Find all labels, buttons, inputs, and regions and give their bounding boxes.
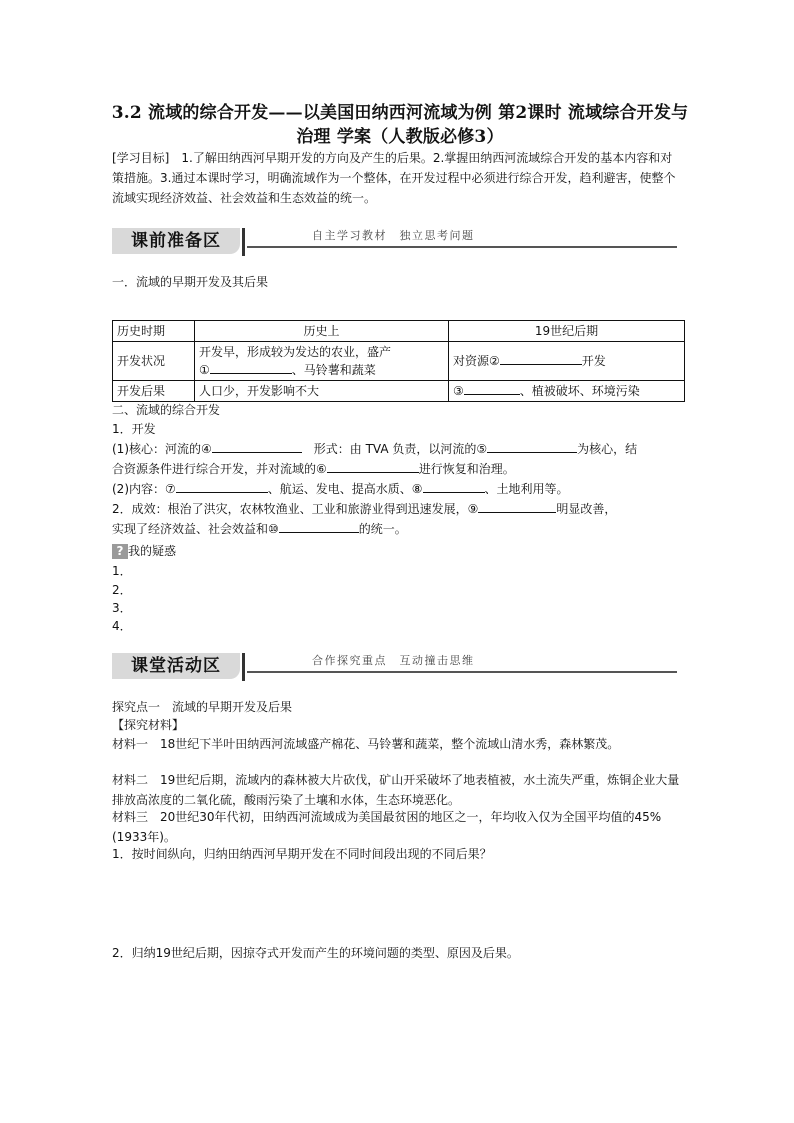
answer-blank[interactable] <box>464 382 520 395</box>
doubts-heading <box>112 541 687 561</box>
table-cell-text: ① <box>199 363 210 377</box>
answer-blank[interactable] <box>478 500 556 513</box>
banner-inclass-label: 课堂活动区 <box>112 653 240 679</box>
answer-blank[interactable] <box>423 480 485 493</box>
learning-goals: [学习目标] 1.了解田纳西河早期开发的方向及产生的后果。2.掌握田纳西河流域综合开发的基本内容和对策措施。3.通过本课时学习，明确流域作为一个整体，在开发过程中必须进行综合开发，趋利避害，使整个流域实现经济效益、社会效益和生态效益的统一。 <box>112 151 676 205</box>
answer-blank[interactable] <box>327 460 419 473</box>
result-line <box>112 499 687 519</box>
text: 形式：由 TVA 负责，以河流的⑤ <box>313 442 488 456</box>
banner-preclass-rule <box>247 246 677 248</box>
doubt-item: 4． <box>112 619 132 633</box>
banner-preclass <box>112 228 677 258</box>
question-2: 2．归纳19世纪后期，因掠夺式开发而产生的环境问题的类型、原因及后果。 <box>112 946 519 960</box>
material-1: 材料一 18世纪下半叶田纳西河流域盛产棉花、马铃薯和蔬菜，整个流域山清水秀，森林繁茂。 <box>112 737 620 751</box>
section2-item1: 1．开发 <box>112 422 156 436</box>
text: 为核心，结 <box>577 442 638 456</box>
table-cell <box>449 381 685 402</box>
answer-blank[interactable] <box>500 352 582 365</box>
table-cell-text: ③ <box>453 384 464 398</box>
result-line-2 <box>112 519 687 539</box>
explore-heading: 探究点一 流域的早期开发及后果 <box>112 700 293 714</box>
text: 明显改善， <box>556 502 617 516</box>
doubt-item: 3． <box>112 601 132 615</box>
table-row <box>113 381 685 402</box>
table-head-cell: 历史上 <box>195 321 449 342</box>
banner-inclass-rule <box>247 671 677 673</box>
table-row <box>113 342 685 381</box>
section2-heading: 二、流域的综合开发 <box>112 403 221 417</box>
history-table <box>112 320 685 402</box>
banner-inclass-motto: 合作探究重点 互动撞击思维 <box>312 654 475 667</box>
table-row-label: 开发状况 <box>113 342 195 381</box>
answer-blank[interactable] <box>487 440 577 453</box>
banner-preclass-motto: 自主学习教材 独立思考问题 <box>312 229 475 242</box>
doubt-item: 1． <box>112 564 132 578</box>
text: 实现了经济效益、社会效益和⑩ <box>112 522 279 536</box>
doubt-item: 2． <box>112 583 132 597</box>
table-cell-text: 开发 <box>581 354 606 368</box>
doubts-label: 我的疑惑 <box>128 544 177 558</box>
answer-blank[interactable] <box>279 520 359 533</box>
question-icon: ? <box>112 544 128 559</box>
answer-blank[interactable] <box>176 480 268 493</box>
table-row <box>113 321 685 342</box>
material-3: 材料三 20世纪30年代初，田纳西河流域成为美国最贫困的地区之一，年均收入仅为全国平均值的45%(1933年)。 <box>112 810 662 844</box>
text: 2．成效：根治了洪灾，农林牧渔业、工业和旅游业得到迅速发展，⑨ <box>112 502 479 516</box>
material-heading: 【探究材料】 <box>112 718 185 732</box>
text: (2)内容：⑦ <box>112 482 176 496</box>
table-cell <box>449 342 685 381</box>
table-cell-text: 开发早，形成较为发达的农业，盛产 <box>199 345 392 359</box>
table-cell-text: 对资源② <box>453 354 500 368</box>
table-cell <box>195 342 449 381</box>
text: 进行恢复和治理。 <box>418 462 515 476</box>
banner-inclass <box>112 653 677 683</box>
table-head-cell: 历史时期 <box>113 321 195 342</box>
text: 的统一。 <box>358 522 407 536</box>
table-row-label: 开发后果 <box>113 381 195 402</box>
text: 合资源条件进行综合开发，并对流域的⑥ <box>112 462 327 476</box>
material-2: 材料二 19世纪后期，流域内的森林被大片砍伐，矿山开采破坏了地表植被，水土流失严重，炼铜企业大量排放高浓度的二氧化硫，酸雨污染了土壤和水体，生态环境恶化。 <box>112 773 680 807</box>
table-cell-text: 、马铃薯和蔬菜 <box>291 363 376 377</box>
banner-preclass-label: 课前准备区 <box>112 228 240 254</box>
answer-blank[interactable] <box>210 361 292 374</box>
core-line <box>112 439 687 459</box>
text: (1)核心：河流的④ <box>112 442 212 456</box>
table-cell: 人口少，开发影响不大 <box>195 381 449 402</box>
page-title: 3.2 流域的综合开发——以美国田纳西河流域为例 第2课时 流域综合开发与治理 学案（人教版必修3） <box>111 103 689 147</box>
table-cell-text: 、植被破坏、环境污染 <box>519 384 640 398</box>
table-head-cell: 19世纪后期 <box>449 321 685 342</box>
content-line <box>112 479 687 499</box>
core-line-2 <box>112 459 687 479</box>
text: 、航运、发电、提高水质、⑧ <box>267 482 423 496</box>
text: 、土地利用等。 <box>484 482 569 496</box>
answer-blank[interactable] <box>212 440 302 453</box>
section1-heading: 一．流域的早期开发及其后果 <box>112 275 269 289</box>
question-1: 1．按时间纵向，归纳田纳西河早期开发在不同时间段出现的不同后果？ <box>112 847 492 861</box>
